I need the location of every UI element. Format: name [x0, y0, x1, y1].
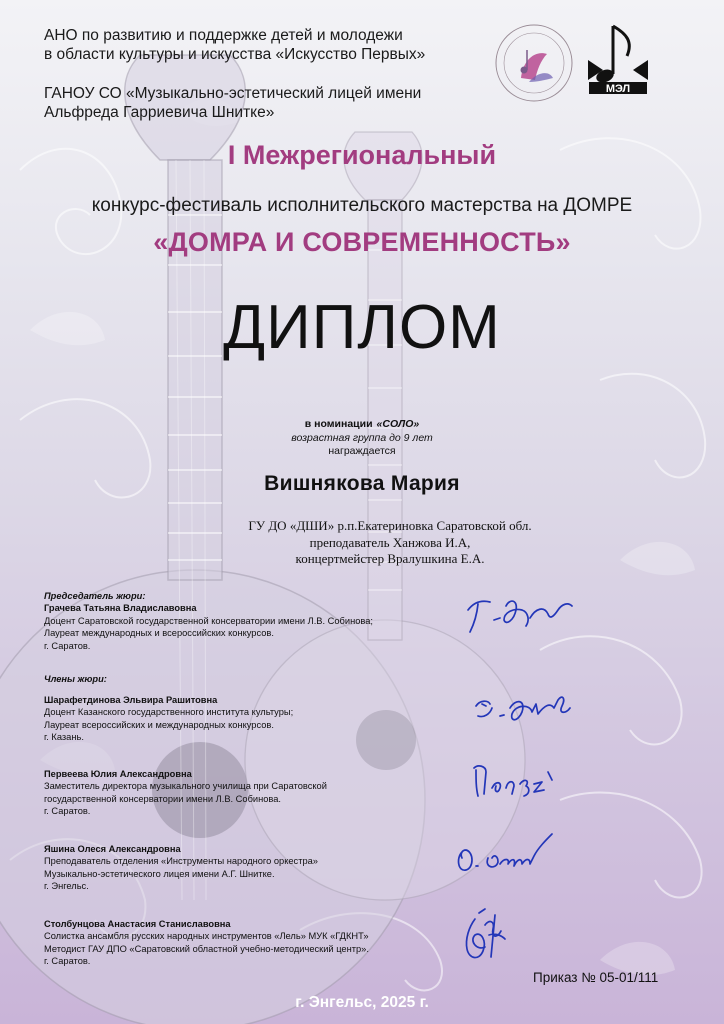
jury-member-1-city: г. Казань.	[44, 732, 84, 743]
jury-member-2-line2: государственной консерватории имени Л.В. Собинова.	[44, 793, 281, 804]
awarded-label: награждается	[328, 445, 396, 457]
jury-chair-city: г. Саратов.	[44, 640, 91, 651]
jury-chair-line2: Лауреат международных и всероссийских конкурсов.	[44, 628, 274, 639]
edition-title: I Межрегиональный	[227, 140, 497, 170]
jury-member-2-line1: Заместитель директора музыкального училища при Саратовской	[44, 781, 327, 792]
order-number: Приказ № 05-01/111	[533, 970, 659, 985]
iskusstvo-pervyh-logo	[491, 20, 577, 106]
nomination-prefix: в номинации	[304, 418, 373, 430]
signature-chair	[460, 580, 580, 640]
organizer-ano-line1: АНО по развитию и поддержке детей и молодежи	[44, 27, 403, 44]
lyceum-music-note-logo	[583, 20, 653, 96]
jury-member-2	[44, 768, 464, 818]
jury-member-2-name: Первеева Юлия Александровна	[44, 769, 192, 779]
jury-member-1-line1: Доцент Казанского государственного института культуры;	[44, 707, 294, 718]
jury-member-4-line2: Методист ГАУ ДПО «Саратовский областной учебно-методический центр».	[44, 943, 369, 954]
jury-members-heading-block	[44, 673, 464, 685]
organizer-lyceum	[44, 84, 484, 122]
festival-subtitle: конкурс-фестиваль исполнительского мастерства на ДОМРЕ	[91, 195, 633, 216]
jury-member-2-city: г. Саратов.	[44, 806, 91, 817]
school-line1: ГУ ДО «ДШИ» р.п.Екатериновка Саратовской обл.	[248, 518, 532, 533]
jury-chair-heading: Председатель жюри:	[44, 591, 146, 601]
jury-member-4-line1: Солистка ансамбля русских народных инструментов «Лель» МУК «ГДКНТ»	[44, 931, 369, 942]
jury-chair-line1: Доцент Саратовской государственной консерватории имени Л.В. Собинова;	[44, 615, 373, 626]
jury-members-heading: Члены жюри:	[44, 674, 107, 684]
jury-chair-name: Грачева Татьяна Владиславовна	[44, 603, 197, 614]
school-accompanist: концертмейстер Вралушкина Е.А.	[295, 551, 485, 566]
organizer-ano-line2: в области культуры и искусства «Искусство Первых»	[44, 46, 426, 63]
age-group: возрастная группа до 9 лет	[291, 432, 433, 444]
jury-member-3	[44, 843, 464, 893]
lyceum-logo-text: МЭЛ	[605, 83, 631, 95]
nomination-name: «СОЛО»	[376, 418, 420, 430]
winner-name: Вишнякова Мария	[264, 472, 460, 495]
jury-member-3-line1: Преподаватель отделения «Инструменты народного оркестра»	[44, 856, 318, 867]
school-info	[150, 518, 630, 568]
jury-member-4-city: г. Саратов.	[44, 956, 91, 967]
city-year: г. Энгельс, 2025 г.	[295, 994, 429, 1011]
school-teacher: преподаватель Ханжова И.А,	[309, 534, 471, 550]
festival-name: «ДОМРА И СОВРЕМЕННОСТЬ»	[153, 227, 571, 257]
jury-member-3-line2: Музыкально-эстетического лицея имени А.Г. Шнитке.	[44, 868, 275, 879]
jury-member-1-line2: Лауреат всероссийских и международных конкурсов.	[44, 719, 274, 730]
jury-member-1	[44, 694, 464, 744]
jury-member-3-city: г. Энгельс.	[44, 881, 89, 892]
jury-member-1-name: Шарафетдинова Эльвира Рашитовна	[44, 695, 218, 705]
jury-chair	[44, 590, 464, 652]
organizer-ano	[44, 26, 484, 64]
diploma-title: ДИПЛОМ	[223, 293, 501, 362]
organizer-lyceum-line1: ГАНОУ СО «Музыкально-эстетический лицей имени	[44, 85, 422, 102]
jury-member-4	[44, 918, 464, 968]
jury-member-4-name: Столбунцова Анастасия Станиславовна	[44, 919, 231, 929]
jury-member-3-name: Яшина Олеся Александровна	[44, 844, 181, 854]
nomination-line	[0, 418, 724, 431]
organizer-lyceum-line2: Альфреда Гарриевича Шнитке»	[44, 104, 275, 121]
